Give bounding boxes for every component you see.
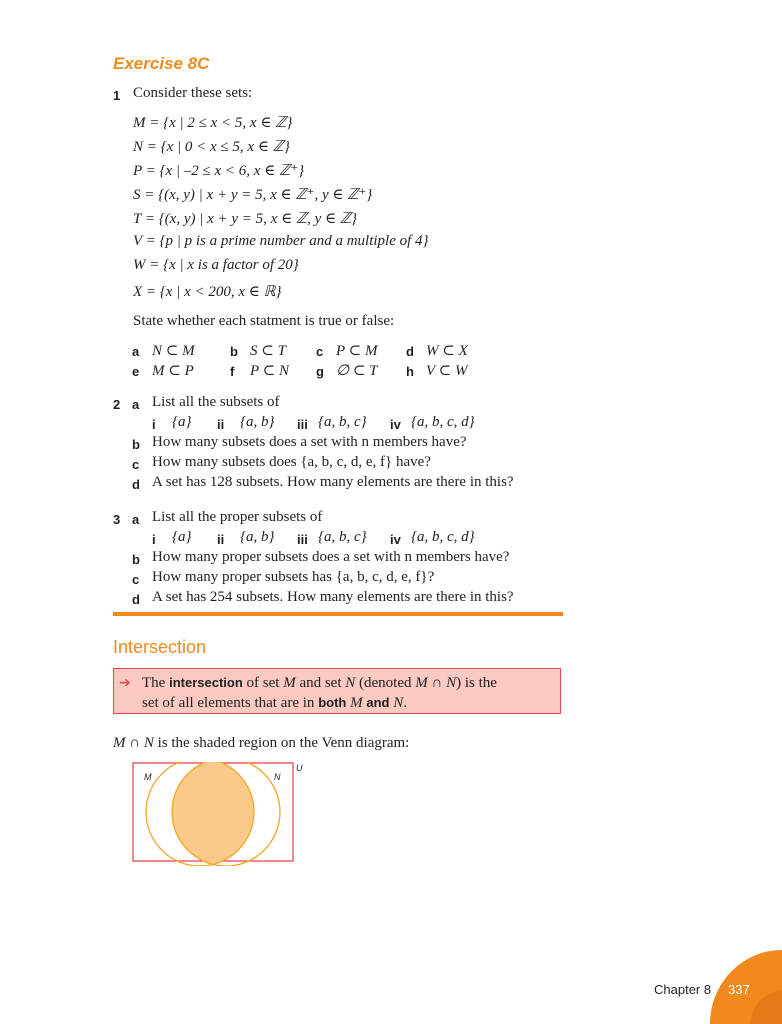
part-text: How many subsets does {a, b, c, d, e, f} have? [152,454,431,470]
text: . [403,695,407,711]
subpart-label: iii [297,532,308,547]
part-label: d [132,592,140,607]
part-text: A set has 128 subsets. How many elements are there in this? [152,474,514,490]
question-number: 3 [113,512,121,527]
intersection-symbol: M ∩ N [415,675,457,691]
page-number: 337 [728,982,750,997]
text: of set [242,675,284,691]
section-divider [113,612,563,616]
subpart-label: ii [217,417,225,432]
part-text: How many proper subsets does a set with n members have? [152,549,510,565]
subpart-label: i [152,532,156,547]
intersection-symbol: M ∩ N [113,735,154,751]
part-statement: ∅ ⊂ T [336,363,378,379]
part-label: e [132,364,140,379]
set-definition-s: S = {(x, y) | x + y = 5, x ∈ ℤ⁺, y ∈ ℤ⁺} [133,187,373,203]
keyword-both: both [318,695,347,710]
part-text: How many proper subsets has {a, b, c, d, e, f}? [152,569,435,585]
section-heading: Intersection [113,637,207,657]
set-definition-v: V = {p | p is a prime number and a multiple of 4} [133,233,429,249]
part-statement: V ⊂ W [426,363,468,379]
question-number: 1 [113,88,121,103]
set-symbol: N [345,675,356,691]
set-symbol: M [283,675,296,691]
venn-caption [113,735,409,752]
text: is the shaded region on the Venn diagram: [153,735,410,751]
exercise-title: Exercise 8C [113,54,210,73]
subpart-set: {a, b, c} [318,414,367,430]
part-label: g [316,364,324,379]
set-definition-w: W = {x | x is a factor of 20} [133,257,299,273]
footer-chapter: Chapter 8 [654,982,712,997]
set-definition-x: X = {x | x < 200, x ∈ ℝ} [133,284,282,300]
subpart-label: iii [297,417,308,432]
universal-set-label: U [296,763,303,773]
part-statement: M ⊂ P [152,363,194,379]
part-label: b [132,437,140,452]
subpart-label: iv [390,532,401,547]
part-statement: N ⊂ M [152,343,195,359]
part-label: b [230,344,238,359]
subpart-set: {a, b, c} [318,529,367,545]
text: (denoted [355,675,416,691]
part-statement: P ⊂ M [336,343,378,359]
text: and set [295,675,346,691]
part-text: A set has 254 subsets. How many elements are there in this? [152,589,514,605]
part-label: f [230,364,235,379]
part-label: c [132,457,140,472]
venn-diagram [132,762,308,866]
part-label: h [406,364,414,379]
subpart-label: ii [217,532,225,547]
part-label: d [132,477,140,492]
text: set of all elements that are in [142,695,319,711]
keyword-intersection: intersection [169,675,243,690]
subpart-set: {a, b} [240,414,275,430]
question-number: 2 [113,397,121,412]
set-n-label: N [274,772,281,782]
part-label: c [316,344,324,359]
part-label: c [132,572,140,587]
definition-line-2 [142,695,407,712]
part-statement: S ⊂ T [250,343,286,359]
part-statement: W ⊂ X [426,343,468,359]
subpart-set: {a} [172,529,192,545]
subpart-label: i [152,417,156,432]
part-label: a [132,397,140,412]
question-instruction: State whether each statment is true or false: [133,313,395,329]
part-label: a [132,512,140,527]
subpart-set: {a} [172,414,192,430]
set-definition-m: M = {x | 2 ≤ x < 5, x ∈ ℤ} [133,115,293,131]
question-intro: Consider these sets: [133,85,253,101]
set-symbol: N [393,695,404,711]
subpart-set: {a, b} [240,529,275,545]
part-label: a [132,344,140,359]
subpart-set: {a, b, c, d} [411,414,475,430]
text: ) is the [456,675,497,691]
keyword-and: and [366,695,390,710]
part-text: List all the subsets of [152,394,280,410]
part-label: d [406,344,414,359]
set-symbol: M [350,695,363,711]
arrow-right-icon: ➔ [119,675,131,691]
part-text: How many subsets does a set with n members have? [152,434,467,450]
part-text: List all the proper subsets of [152,509,323,525]
text: The [142,675,170,691]
part-statement: P ⊂ N [250,363,289,379]
definition-line-1 [142,675,497,692]
set-definition-t: T = {(x, y) | x + y = 5, x ∈ ℤ, y ∈ ℤ} [133,211,358,227]
subpart-label: iv [390,417,401,432]
subpart-set: {a, b, c, d} [411,529,475,545]
set-definition-p: P = {x | –2 ≤ x < 6, x ∈ ℤ⁺} [133,163,305,179]
set-definition-n: N = {x | 0 < x ≤ 5, x ∈ ℤ} [133,139,290,155]
set-m-label: M [144,772,152,782]
part-label: b [132,552,140,567]
